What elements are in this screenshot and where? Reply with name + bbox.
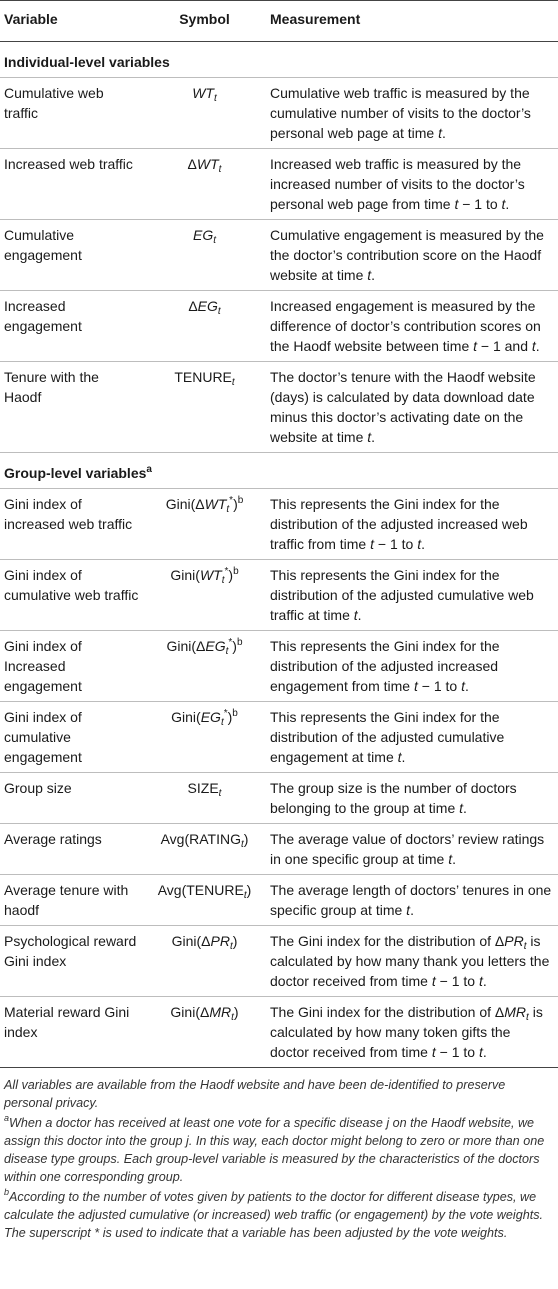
symbol-superscript: b (237, 495, 244, 506)
table-row (0, 926, 558, 997)
measurement-italic: t (417, 536, 422, 552)
cell-measurement: Cumulative web traffic is measured by the cumulative number of visits to the doctor’s personal web page at time t. (266, 78, 558, 149)
cell-symbol: $\Delta WT_t$ (143, 149, 266, 220)
table-body (0, 42, 558, 1068)
measurement-italic: t (370, 536, 374, 552)
symbol-subscript: t (217, 306, 221, 317)
symbol-subscript: t (231, 1012, 234, 1023)
symbol-subscript: t (218, 788, 222, 799)
symbol-subscript: t (218, 164, 222, 175)
measurement-italic: t (406, 902, 411, 918)
cell-variable: Gini index of Increased engagement (0, 631, 143, 702)
symbol-superscript: b (236, 637, 243, 648)
symbol-subscript: t (231, 377, 235, 388)
cell-variable: Cumulative engagement (0, 220, 143, 291)
symbol-italic: EG (200, 709, 221, 725)
symbol-italic: WT (196, 156, 219, 172)
cell-measurement: This represents the Gini index for the distribution of the adjusted cumulative engagement at time t. (266, 702, 558, 773)
section-header-row (0, 42, 558, 78)
table-row (0, 631, 558, 702)
symbol-italic: EG (192, 227, 214, 243)
header-symbol: Symbol (143, 1, 266, 42)
cell-symbol: $Gini(\Delta EG_t^*)^b$ (143, 631, 266, 702)
cell-measurement: The group size is the number of doctors belonging to the group at time t. (266, 773, 558, 824)
measurement-italic: t (531, 338, 536, 354)
symbol-subscript: t (225, 646, 229, 657)
symbol-subscript: t (221, 575, 225, 586)
measurement-italic: t (397, 749, 402, 765)
cell-variable: Gini index of cumulative engagement (0, 702, 143, 773)
measurement-italic: MR (504, 1004, 527, 1020)
symbol-italic: PR (210, 933, 230, 949)
measurement-italic: t (413, 678, 418, 694)
symbol-superscript: b (232, 708, 238, 719)
footnote: $^a$When a doctor has received at least one vote for a specific disease j on the Haodf website, we assign this doctor into the group j. In this way, each doctor might belong to zero or more than one disease type groups. Each group-level variable is measured by the characteristics of the doctors within one corresponding group. (4, 1113, 545, 1184)
footnote-marker: a (4, 1113, 10, 1123)
measurement-italic: t (454, 196, 459, 212)
measurement-italic: t (431, 973, 436, 989)
cell-symbol: $Gini(\Delta WT_t^*)^b$ (143, 489, 266, 560)
table-row (0, 560, 558, 631)
table-footnotes (0, 1068, 558, 1242)
table-row (0, 773, 558, 824)
measurement-italic: t (501, 196, 506, 212)
footnote-marker: b (4, 1187, 10, 1197)
cell-measurement: Cumulative engagement is measured by the the doctor’s contribution score on the Haodf website at time t. (266, 220, 558, 291)
section-header-row (0, 453, 558, 489)
section-title: Individual-level variables (0, 42, 558, 78)
table-row (0, 875, 558, 926)
symbol-subscript: t (240, 839, 244, 850)
measurement-italic: t (353, 607, 358, 623)
table-row (0, 291, 558, 362)
cell-measurement: Increased web traffic is measured by the increased number of visits to the doctor’s personal web page from time t − 1 to t. (266, 149, 558, 220)
section-title: Group-level variables$^a$ (0, 453, 558, 489)
symbol-italic: WT (204, 496, 227, 512)
cell-measurement: The Gini index for the distribution of $\Delta PR_t$ is calculated by how many thank you letters the doctor received from time t − 1 to t. (266, 926, 558, 997)
cell-symbol (143, 220, 266, 291)
symbol-superscript: * (229, 495, 234, 506)
cell-symbol: $Gini(WT_t^*)^b$ (143, 560, 266, 631)
symbol-subscript: t (213, 93, 217, 104)
cell-symbol (143, 78, 266, 149)
measurement-italic: t (367, 429, 372, 445)
cell-measurement: The average value of doctors’ review ratings in one specific group at time t. (266, 824, 558, 875)
cell-measurement: The average length of doctors’ tenures in one specific group at time t. (266, 875, 558, 926)
cell-symbol: $Gini(EG_t^*)^b$ (143, 702, 266, 773)
cell-variable: Average ratings (0, 824, 143, 875)
cell-measurement: Increased engagement is measured by the difference of doctor’s contribution scores on the Haodf website between time t − 1 and t. (266, 291, 558, 362)
cell-measurement: This represents the Gini index for the distribution of the adjusted cumulative web traffic at time t. (266, 560, 558, 631)
symbol-subscript: t (220, 717, 224, 728)
table-row (0, 702, 558, 773)
cell-symbol: $Gini(\Delta PR_t)$ (143, 926, 266, 997)
cell-variable: Tenure with the Haodf (0, 362, 143, 453)
section-title-superscript: a (146, 464, 152, 475)
cell-measurement: This represents the Gini index for the distribution of the adjusted increased engagement from time t − 1 to t. (266, 631, 558, 702)
symbol-italic: EG (197, 298, 218, 314)
symbol-italic: MR (209, 1004, 232, 1020)
header-measurement: Measurement (266, 1, 558, 42)
measurement-subscript: t (526, 1012, 529, 1023)
cell-variable: Increased web traffic (0, 149, 143, 220)
cell-variable: Gini index of increased web traffic (0, 489, 143, 560)
symbol-subscript: t (229, 941, 233, 952)
table-header-row (0, 1, 558, 42)
table-row (0, 824, 558, 875)
table-row (0, 220, 558, 291)
cell-variable: Material reward Gini index (0, 997, 143, 1068)
cell-symbol: $\Delta EG_t$ (143, 291, 266, 362)
cell-measurement: This represents the Gini index for the distribution of the adjusted increased web traffic from time t − 1 to t. (266, 489, 558, 560)
cell-symbol: $Avg(RATING_t)$ (143, 824, 266, 875)
cell-variable: Cumulative web traffic (0, 78, 143, 149)
measurement-italic: t (367, 267, 372, 283)
symbol-subscript: t (213, 235, 216, 246)
cell-measurement: The Gini index for the distribution of $\Delta MR_t$ is calculated by how many token gifts the doctor received from time t − 1 to t. (266, 997, 558, 1068)
cell-symbol: $Avg(TENURE_t)$ (143, 875, 266, 926)
measurement-italic: t (438, 125, 442, 141)
cell-variable: Group size (0, 773, 143, 824)
symbol-superscript: * (224, 566, 229, 577)
symbol-subscript: t (243, 890, 247, 901)
cell-symbol: $SIZE_t$ (143, 773, 266, 824)
table-row (0, 78, 558, 149)
cell-variable: Psychological reward Gini index (0, 926, 143, 997)
cell-variable: Gini index of cumulative web traffic (0, 560, 143, 631)
measurement-italic: t (461, 678, 465, 694)
symbol-superscript: * (228, 637, 233, 648)
measurement-italic: PR (504, 933, 524, 949)
symbol-superscript: * (223, 708, 228, 719)
measurement-italic: t (459, 800, 464, 816)
symbol-subscript: t (226, 504, 230, 515)
cell-measurement: The doctor’s tenure with the Haodf website (days) is calculated by data download date minus this doctor’s activating date on the website at time t. (266, 362, 558, 453)
measurement-italic: t (478, 973, 483, 989)
table-row (0, 362, 558, 453)
symbol-superscript: b (233, 566, 239, 577)
table-row (0, 149, 558, 220)
measurement-subscript: t (523, 941, 527, 952)
symbol-italic: EG (205, 638, 226, 654)
cell-symbol: $TENURE_t$ (143, 362, 266, 453)
measurement-italic: t (473, 338, 478, 354)
measurement-italic: t (431, 1044, 436, 1060)
footnote: $^b$According to the number of votes given by patients to the doctor for different disease types, we calculate the adjusted cumulative (or increased) web traffic (or engagement) by the vote weights. The superscript * is used to indicate that a variable has been adjusted by the vote weights. (4, 1187, 544, 1240)
symbol-italic: WT (199, 567, 222, 583)
cell-variable: Average tenure with haodf (0, 875, 143, 926)
table-row (0, 997, 558, 1068)
cell-variable: Increased engagement (0, 291, 143, 362)
table-row (0, 489, 558, 560)
measurement-italic: t (478, 1044, 483, 1060)
header-variable: Variable (0, 1, 143, 42)
cell-symbol: $Gini(\Delta MR_t)$ (143, 997, 266, 1068)
footnote: All variables are available from the Haodf website and have been de-identified to preserve personal privacy. (4, 1078, 506, 1110)
measurement-italic: t (448, 851, 453, 867)
symbol-italic: WT (192, 85, 214, 101)
